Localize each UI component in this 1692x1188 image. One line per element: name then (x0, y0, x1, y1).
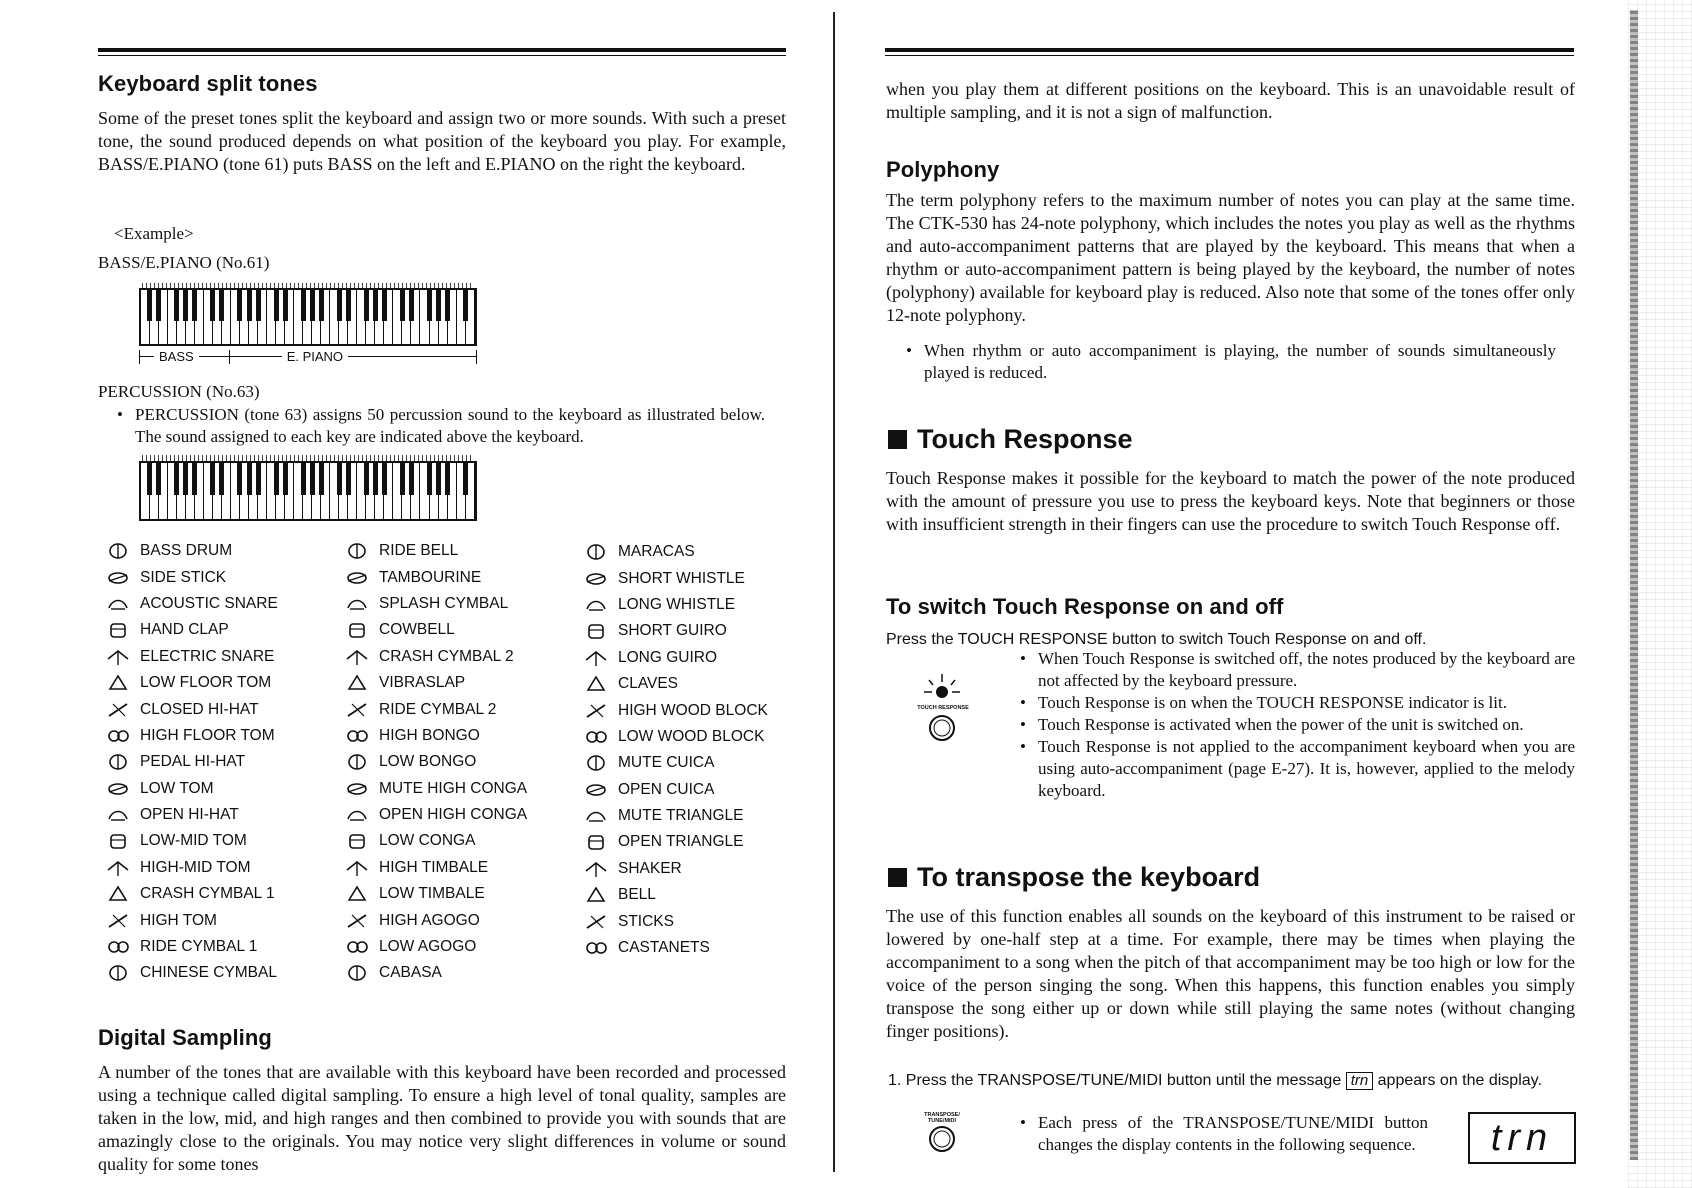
touch-response-body: Touch Response makes it possible for the keyboard to match the power of the note produced with the amount of pressure you use to press the keyboard keys. Note that beginners or those with insufficient strength in their fingers can use the procedure to switch Touch Response off. (886, 468, 1575, 534)
percussion-item (574, 750, 768, 776)
percussion-label: LOW AGOGO (379, 938, 477, 956)
high-timbale-icon (335, 857, 379, 879)
transpose-button-label: TRANSPOSE/ TUNE/MIDI (924, 1112, 960, 1124)
percussion-item (574, 645, 768, 671)
keyboard-illustration-split (139, 288, 477, 346)
percussion-label: VIBRASLAP (379, 674, 466, 692)
percussion-item (96, 907, 278, 933)
percussion-label: LOW TIMBALE (379, 885, 485, 903)
transpose-step-1 (888, 1070, 1575, 1092)
switch-touch-instruction: Press the TOUCH RESPONSE button to switch Touch Response on and off. (886, 631, 1427, 648)
black-key (256, 463, 261, 495)
percussion-column-1 (96, 538, 278, 987)
black-key (400, 290, 405, 321)
pedal-hihat-icon (96, 751, 140, 773)
percussion-label: CRASH CYMBAL 2 (379, 647, 514, 665)
percussion-label: LOW TOM (140, 779, 214, 797)
electric-snare-icon (96, 646, 140, 668)
right-page (830, 0, 1692, 1188)
percussion-item (335, 776, 527, 802)
top-rule-thin-right (885, 55, 1574, 56)
black-key (310, 463, 315, 495)
percussion-item (574, 856, 768, 882)
black-key (174, 463, 179, 495)
high-mid-tom-icon (96, 857, 140, 879)
closed-hihat-icon (96, 699, 140, 721)
percussion-item (335, 802, 527, 828)
high-tom-icon (96, 910, 140, 932)
lcd-display: trn (1468, 1112, 1576, 1164)
percussion-item (96, 881, 278, 907)
percussion-item (335, 881, 527, 907)
percussion-bullet-list (117, 404, 765, 448)
percussion-label: LOW CONGA (379, 832, 476, 850)
black-key (247, 463, 252, 495)
maracas-icon (574, 541, 618, 563)
vibraslap-icon (335, 672, 379, 694)
example-label: <Example> (114, 224, 194, 243)
touch-response-bullets (1020, 648, 1575, 802)
black-key (346, 463, 351, 495)
section-marker-icon (888, 430, 907, 449)
percussion-label: OPEN HIGH CONGA (379, 806, 528, 824)
percussion-item (574, 882, 768, 908)
switch-touch-subtitle: To switch Touch Response on and off (886, 594, 1284, 619)
touch-bullet: • Touch Response is not applied to the accompaniment keyboard when you are using auto-accompaniment (page E-27). It is, however, applied to the melody keyboard. (1020, 736, 1575, 802)
polyphony-bullet-list (906, 340, 1556, 384)
percussion-item (335, 564, 527, 590)
ride-cymbal-2-icon (335, 699, 379, 721)
black-key (364, 290, 369, 321)
percussion-label: LONG GUIRO (618, 648, 718, 666)
percussion-item (574, 803, 768, 829)
black-key (147, 290, 152, 321)
percussion-item (96, 617, 278, 643)
continued-paragraph: when you play them at different positions on the keyboard. This is an unavoidable result of multiple sampling, and it is not a sign of malfunction. (886, 79, 1575, 122)
black-key (237, 463, 242, 495)
percussion-label: CASTANETS (618, 939, 710, 957)
percussion-caption: PERCUSSION (No.63) (98, 382, 260, 401)
percussion-item (96, 564, 278, 590)
transpose-body: The use of this function enables all sounds on the keyboard of this instrument to be raised or lowered by one-half step at a time. For example, there may be times when playing the accompaniment to a song when the pitch of that accompaniment may be too high or low for the voice of the person singing the song. When this happens, this function enables you simply transpose the song either up or down while still playing the same notes (without changing finger positions). (886, 906, 1575, 1041)
touch-bullet: • Touch Response is on when the TOUCH RESPONSE indicator is lit. (1020, 692, 1575, 714)
sticks-icon (574, 911, 618, 933)
black-key (174, 290, 179, 321)
percussion-label: HAND CLAP (140, 621, 229, 639)
crash-cymbal-2-icon (335, 646, 379, 668)
percussion-label: OPEN TRIANGLE (618, 833, 744, 851)
percussion-label: LONG WHISTLE (618, 595, 736, 613)
percussion-item (96, 776, 278, 802)
touch-response-button-label: TOUCH RESPONSE (917, 705, 969, 711)
left-page (0, 0, 830, 1188)
black-key (237, 290, 242, 321)
percussion-label: RIDE BELL (379, 542, 459, 560)
tambourine-icon (335, 567, 379, 589)
open-cuica-icon (574, 779, 618, 801)
top-rule-thin (98, 55, 786, 56)
keyboard-illustration-percussion (139, 461, 477, 521)
step-message-box: trn (1346, 1072, 1374, 1090)
percussion-item (335, 617, 527, 643)
percussion-label: HIGH-MID TOM (140, 858, 251, 876)
percussion-item (574, 724, 768, 750)
crash-cymbal-icon (96, 883, 140, 905)
black-key (337, 463, 342, 495)
percussion-item (96, 802, 278, 828)
percussion-label: MARACAS (618, 543, 695, 561)
touch-response-title: Touch Response (917, 424, 1133, 454)
step-number: 1. (888, 1072, 902, 1089)
top-rule-thick-right (885, 48, 1574, 52)
percussion-item (574, 908, 768, 934)
cabasa-icon (335, 962, 379, 984)
percussion-item (335, 855, 527, 881)
percussion-label: SHORT GUIRO (618, 622, 727, 640)
black-key (156, 290, 161, 321)
black-key (427, 290, 432, 321)
top-rule-thick (98, 48, 786, 52)
black-key (346, 290, 351, 321)
touch-bullet: • Touch Response is activated when the power of the unit is switched on. (1020, 714, 1575, 736)
percussion-label: HIGH FLOOR TOM (140, 726, 275, 744)
percussion-item (335, 644, 527, 670)
black-key (283, 463, 288, 495)
claves-icon (574, 673, 618, 695)
black-key (436, 290, 441, 321)
percussion-item (96, 723, 278, 749)
percussion-label: RIDE CYMBAL 1 (140, 938, 258, 956)
split-label-epiano: E. PIANO (286, 349, 344, 364)
bass-drum-icon (96, 540, 140, 562)
percussion-item (96, 749, 278, 775)
black-key (337, 290, 342, 321)
transpose-bullet: • Each press of the TRANSPOSE/TUNE/MIDI button changes the display contents in the following sequence. (1020, 1112, 1428, 1156)
black-key (210, 290, 215, 321)
percussion-label: MUTE TRIANGLE (618, 807, 744, 825)
black-key (219, 290, 224, 321)
percussion-label: CLAVES (618, 675, 679, 693)
percussion-item (335, 723, 527, 749)
acoustic-snare-icon (96, 593, 140, 615)
high-agogo-icon (335, 910, 379, 932)
bell-icon (574, 884, 618, 906)
percussion-label: BELL (618, 886, 656, 904)
open-hihat-icon (96, 804, 140, 826)
percussion-item (574, 671, 768, 697)
black-key (400, 463, 405, 495)
percussion-label: PEDAL HI-HAT (140, 753, 246, 771)
low-floor-tom-icon (96, 672, 140, 694)
percussion-item (574, 935, 768, 961)
polyphony-body: The term polyphony refers to the maximum number of notes you can play at the same time. The CTK-530 has 24-note polyphony, which includes the notes you play as well as the rhythms and auto-accompaniment patterns that are played by the keyboard. This means that when a rhythm or auto-accompaniment pattern is being played by the keyboard, the number of notes (polyphony) available for keyboard play is reduced. Also note that some of the tones offer only 12-note polyphony. (886, 190, 1575, 325)
percussion-label: HIGH AGOGO (379, 911, 480, 929)
black-key (247, 290, 252, 321)
percussion-label: MUTE CUICA (618, 754, 715, 772)
side-stick-icon (96, 567, 140, 589)
low-wood-block-icon (574, 726, 618, 748)
high-bongo-icon (335, 725, 379, 747)
black-key (382, 463, 387, 495)
splash-cymbal-icon (335, 593, 379, 615)
percussion-item (335, 749, 527, 775)
low-mid-tom-icon (96, 830, 140, 852)
keyboard-split-title: Keyboard split tones (98, 71, 318, 96)
split-label-bass: BASS (159, 349, 194, 364)
percussion-label: MUTE HIGH CONGA (379, 779, 528, 797)
cowbell-icon (335, 619, 379, 641)
percussion-label: OPEN CUICA (618, 780, 715, 798)
black-key (183, 290, 188, 321)
black-key (274, 290, 279, 321)
percussion-label: OPEN HI-HAT (140, 806, 239, 824)
black-key (301, 290, 306, 321)
page-edge-binding (1630, 10, 1638, 1160)
digital-sampling-body: A number of the tones that are available with this keyboard have been recorded and processed using a technique called digital sampling. To ensure a high level of tonal quality, samples are taken in the low, mid, and high ranges and then combined to provide you with sounds that are amazingly close to the originals. You may notice very slight differences in volume or sound quality for some tones (98, 1062, 786, 1174)
percussion-item (96, 538, 278, 564)
black-key (445, 290, 450, 321)
percussion-label: RIDE CYMBAL 2 (379, 700, 497, 718)
ride-cymbal-icon (96, 936, 140, 958)
percussion-label: HIGH TOM (140, 911, 217, 929)
percussion-item (574, 618, 768, 644)
black-key (310, 290, 315, 321)
black-key (183, 463, 188, 495)
black-key (463, 463, 468, 495)
percussion-item (335, 591, 527, 617)
step-text-pre: Press the TRANSPOSE/TUNE/MIDI button until the message (905, 1072, 1342, 1089)
percussion-item (335, 934, 527, 960)
black-key (373, 463, 378, 495)
percussion-item (96, 934, 278, 960)
touch-response-heading (888, 424, 1133, 455)
transpose-button-icon (912, 1112, 972, 1154)
chinese-cymbal-icon (96, 962, 140, 984)
percussion-item (96, 696, 278, 722)
transpose-heading (888, 862, 1260, 893)
percussion-item (96, 591, 278, 617)
percussion-label: HIGH BONGO (379, 726, 480, 744)
polyphony-title: Polyphony (886, 157, 1000, 182)
percussion-label: CLOSED HI-HAT (140, 700, 259, 718)
shaker-icon (574, 858, 618, 880)
percussion-item (96, 828, 278, 854)
black-key (409, 463, 414, 495)
high-wood-block-icon (574, 700, 618, 722)
percussion-item (335, 828, 527, 854)
percussion-label: CABASA (379, 964, 442, 982)
hand-clap-icon (96, 619, 140, 641)
percussion-item (574, 777, 768, 803)
percussion-label: BASS DRUM (140, 542, 233, 560)
black-key (283, 290, 288, 321)
low-bongo-icon (335, 751, 379, 773)
mute-cuica-icon (574, 752, 618, 774)
percussion-label: ELECTRIC SNARE (140, 647, 275, 665)
percussion-item (335, 907, 527, 933)
black-key (147, 463, 152, 495)
touch-bullet: • When Touch Response is switched off, the notes produced by the keyboard are not affected by the keyboard pressure. (1020, 648, 1575, 692)
percussion-item (574, 592, 768, 618)
percussion-label: LOW FLOOR TOM (140, 674, 272, 692)
low-agogo-icon (335, 936, 379, 958)
low-tom-icon (96, 778, 140, 800)
percussion-item (96, 670, 278, 696)
black-key (256, 290, 261, 321)
percussion-label: SHAKER (618, 859, 682, 877)
percussion-item (574, 697, 768, 723)
black-key (463, 290, 468, 321)
percussion-label: STICKS (618, 912, 674, 930)
percussion-label: TAMBOURINE (379, 568, 482, 586)
percussion-item (96, 960, 278, 986)
black-key (364, 463, 369, 495)
mute-high-conga-icon (335, 778, 379, 800)
percussion-item (335, 670, 527, 696)
polyphony-bullet: • When rhythm or auto accompaniment is playing, the number of sounds simultaneously played is reduced. (906, 340, 1556, 384)
percussion-label: COWBELL (379, 621, 455, 639)
black-key (219, 463, 224, 495)
short-whistle-icon (574, 568, 618, 590)
percussion-column-2 (335, 538, 527, 987)
black-key (274, 463, 279, 495)
black-key (427, 463, 432, 495)
percussion-label: LOW-MID TOM (140, 832, 247, 850)
black-key (301, 463, 306, 495)
black-key (156, 463, 161, 495)
black-key (319, 290, 324, 321)
black-key (382, 290, 387, 321)
castanets-icon (574, 937, 618, 959)
example-caption: BASS/E.PIANO (No.61) (98, 253, 270, 272)
percussion-column-3 (574, 539, 768, 961)
mute-triangle-icon (574, 805, 618, 827)
black-key (373, 290, 378, 321)
ride-bell-icon (335, 540, 379, 562)
open-high-conga-icon (335, 804, 379, 826)
step-text-post: appears on the display. (1377, 1072, 1542, 1089)
percussion-item (574, 565, 768, 591)
low-conga-icon (335, 830, 379, 852)
percussion-label: HIGH TIMBALE (379, 858, 489, 876)
long-whistle-icon (574, 594, 618, 616)
percussion-label: CHINESE CYMBAL (140, 964, 277, 982)
percussion-label: SIDE STICK (140, 568, 227, 586)
keyboard-split-body: Some of the preset tones split the keyboard and assign two or more sounds. With such a preset tone, the sound produced depends on what position of the keyboard you play. For example, BASS/E.PIANO (tone 61) puts BASS on the left and E.PIANO on the right the keyboard. (98, 108, 786, 175)
black-key (445, 463, 450, 495)
split-range-arrows (139, 349, 477, 364)
black-key (192, 290, 197, 321)
black-key (436, 463, 441, 495)
black-key (210, 463, 215, 495)
percussion-label: SHORT WHISTLE (618, 569, 745, 587)
percussion-item (574, 539, 768, 565)
percussion-item (574, 829, 768, 855)
digital-sampling-title: Digital Sampling (98, 1025, 272, 1050)
transpose-bullet-list (1020, 1112, 1428, 1156)
percussion-label: LOW WOOD BLOCK (618, 727, 765, 745)
percussion-label: ACOUSTIC SNARE (140, 594, 278, 612)
black-key (409, 290, 414, 321)
touch-response-button-diagram (912, 672, 972, 744)
percussion-bullet: • PERCUSSION (tone 63) assigns 50 percussion sound to the keyboard as illustrated below. The sound assigned to each key are indicated above the keyboard. (117, 404, 765, 448)
transpose-title: To transpose the keyboard (917, 862, 1261, 892)
black-key (192, 463, 197, 495)
low-timbale-icon (335, 883, 379, 905)
high-floor-tom-icon (96, 725, 140, 747)
short-guiro-icon (574, 620, 618, 642)
long-guiro-icon (574, 647, 618, 669)
section-marker-icon (888, 868, 907, 887)
percussion-item (96, 855, 278, 881)
percussion-label: CRASH CYMBAL 1 (140, 885, 275, 903)
percussion-item (335, 538, 527, 564)
percussion-label: HIGH WOOD BLOCK (618, 701, 768, 719)
open-triangle-icon (574, 831, 618, 853)
transpose-button-diagram (912, 1112, 972, 1154)
black-key (319, 463, 324, 495)
percussion-item (96, 644, 278, 670)
percussion-label: SPLASH CYMBAL (379, 594, 509, 612)
percussion-item (335, 960, 527, 986)
percussion-item (335, 696, 527, 722)
percussion-label: LOW BONGO (379, 753, 477, 771)
